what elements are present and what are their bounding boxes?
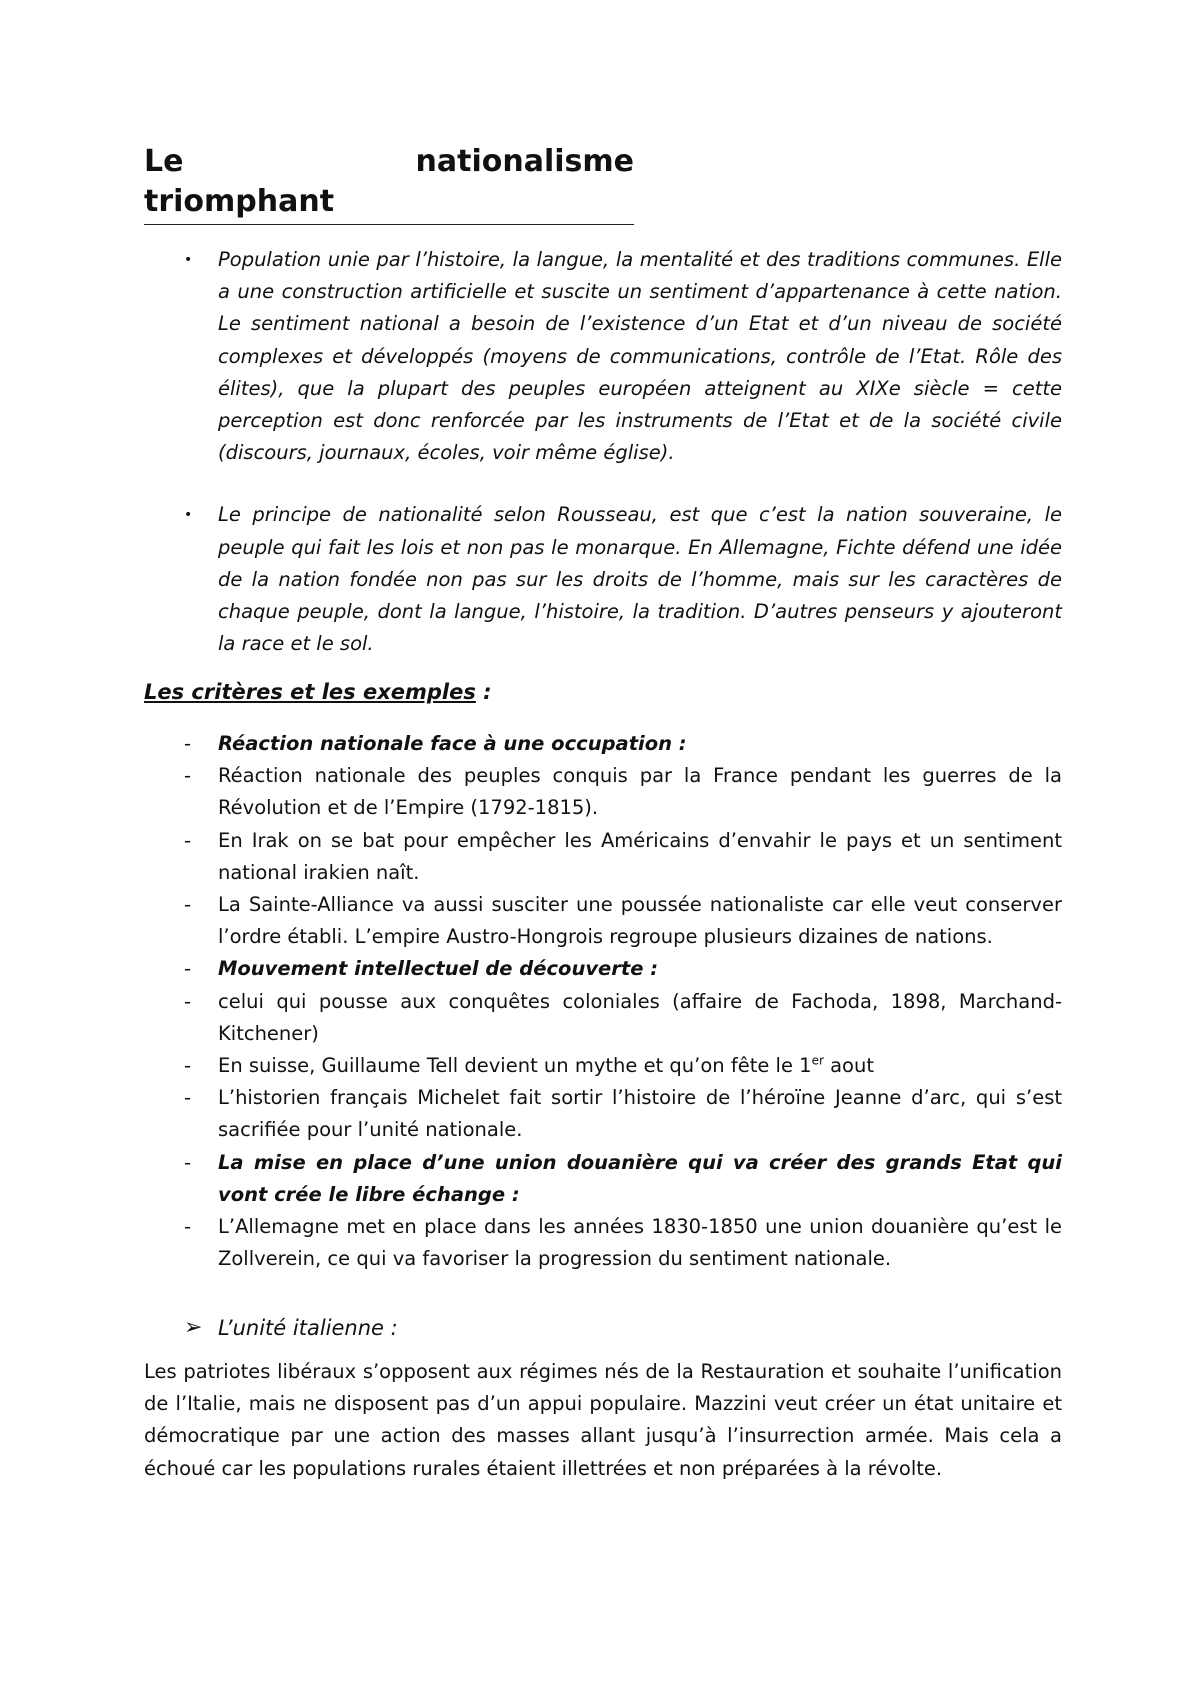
dash-marker: -: [184, 1054, 192, 1078]
list-item-text: L’Allemagne met en place dans les années 1830-1850 une union douanière qu’est le Zollverein, ce qui va favoriser la progression du sentiment nationale.: [218, 1215, 1062, 1271]
section-heading: [144, 676, 492, 708]
criteria-list: [144, 728, 1062, 1275]
list-item: [144, 986, 1062, 1050]
list-item-text: Réaction nationale face à une occupation :: [218, 732, 687, 755]
list-item: [144, 760, 1062, 824]
list-item-text-part: En suisse, Guillaume Tell devient un mythe et qu’on fête le 1: [218, 1054, 812, 1078]
dash-marker: -: [184, 1150, 192, 1174]
dash-marker: -: [184, 1215, 192, 1239]
list-item-text-part: aout: [823, 1054, 874, 1078]
list-item-text: Réaction nationale des peuples conquis par la France pendant les guerres de la Révolution et de l’Empire (1792-1815).: [218, 764, 1062, 820]
section-heading-text: Les critères et les exemples: [144, 680, 476, 704]
list-item-text: L’historien français Michelet fait sortir l’histoire de l’héroïne Jeanne d’arc, qui s’est sacrifiée pour l’unité nationale.: [218, 1086, 1062, 1142]
title-word-nationalisme: nationalisme: [415, 144, 634, 179]
body-paragraph: Les patriotes libéraux s’opposent aux régimes nés de la Restauration et souhaite l’unification de l’Italie, mais ne disposent pas d’un appui populaire. Mazzini veut créer un état unitaire et démocratique par une action des masses allant jusqu’à l’insurrection armée. Mais cela a échoué car les populations rurales étaient illettrées et non préparées à la révolte.: [144, 1360, 1062, 1480]
dash-marker: -: [184, 957, 192, 981]
bullet-marker-icon: •: [184, 252, 193, 268]
bullet-marker-icon: •: [184, 507, 193, 524]
dash-marker: -: [184, 989, 192, 1013]
list-item: [144, 1082, 1062, 1146]
bullet-item: [144, 499, 1062, 660]
title-word-le: Le: [144, 144, 184, 179]
bullet-item: [144, 244, 1062, 469]
dash-marker: -: [184, 1086, 192, 1110]
list-item: [144, 728, 1062, 760]
list-item: [144, 1211, 1062, 1275]
title-word-triomphant: triomphant: [144, 184, 335, 219]
list-item-text: Mouvement intellectuel de découverte :: [218, 957, 659, 981]
list-item: [144, 889, 1062, 953]
subsection-heading: [184, 1312, 398, 1344]
bullet-text: Le principe de nationalité selon Rousseau, est que c’est la nation souveraine, le peuple qui fait les lois et non pas le monarque. En Allemagne, Fichte défend une idée de la nation fondée non pas sur les droits de l’homme, mais sur les caractères de chaque peuple, dont la langue, l’histoire, la tradition. D’autres penseurs y ajouteront la race et le sol.: [218, 503, 1062, 656]
list-item-text: [218, 1050, 1062, 1082]
list-item: [144, 953, 1062, 985]
arrow-bullet-icon: ➢: [184, 1315, 203, 1340]
list-item-text: En Irak on se bat pour empêcher les Américains d’envahir le pays et un sentiment national irakien naît.: [218, 828, 1062, 884]
superscript: er: [811, 1053, 824, 1068]
dash-marker: -: [184, 732, 192, 755]
document-title: [144, 142, 634, 225]
list-item-text: La Sainte-Alliance va aussi susciter une poussée nationaliste car elle veut conserver l’ordre établi. L’empire Austro-Hongrois regroupe plusieurs dizaines de nations.: [218, 893, 1062, 949]
dash-marker: -: [184, 764, 192, 788]
list-item: [144, 1147, 1062, 1211]
bullet-text: Population unie par l’histoire, la langue, la mentalité et des traditions communes. Elle a une construction artificielle et suscite un sentiment d’appartenance à cette nation. Le sentiment national a besoin de l’existence d’un Etat et d’un niveau de société complexes et développés (moyens de communications, contrôle de l’Etat. Rôle des élites), que la plupart des peuples européen atteignent au XIXe siècle = cette perception est donc renforcée par les instruments de l’Etat et de la société civile (discours, journaux, écoles, voir même église).: [218, 248, 1062, 465]
subsection-heading-text: L’unité italienne :: [218, 1316, 398, 1340]
list-item-text: La mise en place d’une union douanière qui va créer des grands Etat qui vont crée le libre échange :: [218, 1150, 1062, 1206]
bullet-list: [144, 244, 1062, 660]
dash-marker: -: [184, 828, 192, 852]
list-item-text: celui qui pousse aux conquêtes coloniales (affaire de Fachoda, 1898, Marchand-Kitchener): [218, 989, 1062, 1045]
list-item: [144, 825, 1062, 889]
list-item: [144, 1050, 1062, 1082]
section-heading-colon: :: [475, 680, 492, 704]
dash-marker: -: [184, 893, 192, 917]
